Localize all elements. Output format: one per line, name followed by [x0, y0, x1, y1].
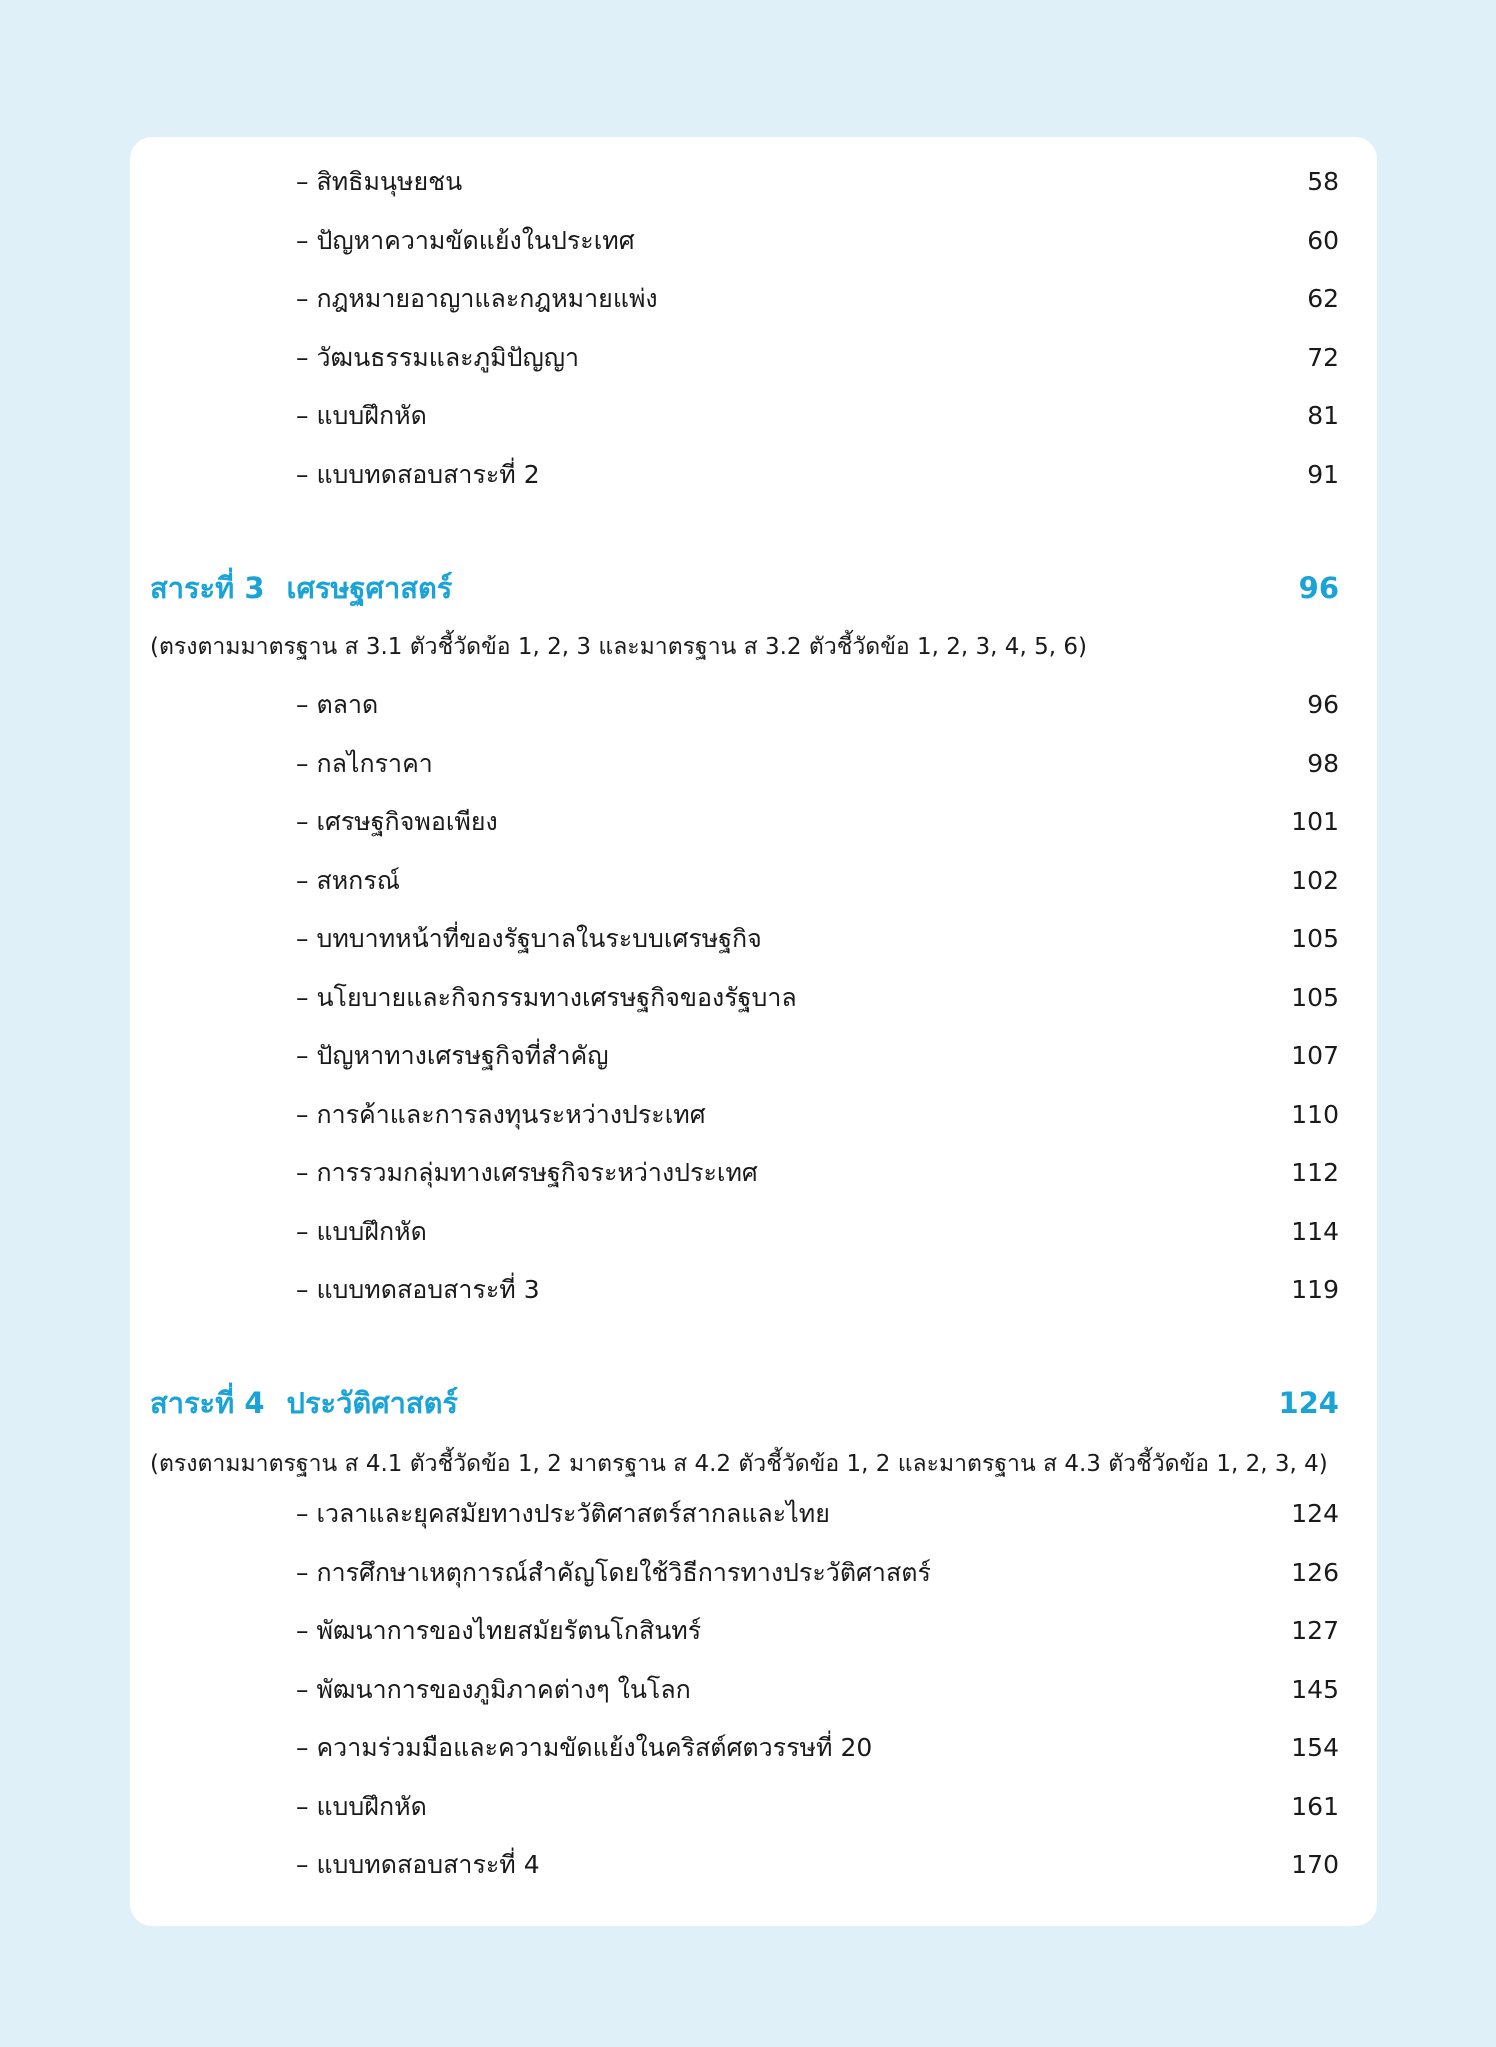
toc-entry-label: – นโยบายและกิจกรรมทางเศรษฐกิจของรัฐบาล — [296, 982, 797, 1012]
toc-card — [130, 137, 1377, 1926]
toc-entry-page: 154 — [1291, 1733, 1339, 1762]
toc-entry[interactable] — [296, 742, 1339, 786]
toc-entry-label: – เศรษฐกิจพอเพียง — [296, 807, 498, 836]
toc-entry-page: 105 — [1291, 982, 1339, 1012]
toc-entry-page: 105 — [1291, 924, 1339, 953]
toc-entry-label: – ปัญหาทางเศรษฐกิจที่สำคัญ — [296, 1041, 609, 1070]
toc-entry-label: – การรวมกลุ่มทางเศรษฐกิจระหว่างประเทศ — [296, 1158, 758, 1187]
toc-entry-page: 107 — [1291, 1041, 1339, 1070]
toc-entry[interactable] — [296, 277, 1339, 321]
toc-entry[interactable] — [296, 1668, 1339, 1712]
toc-entry-page: 124 — [1291, 1499, 1339, 1528]
toc-entry[interactable] — [296, 1726, 1339, 1770]
toc-entry-label: – แบบฝึกหัด — [296, 1791, 427, 1821]
toc-entry[interactable] — [296, 859, 1339, 903]
toc-entry-page: 145 — [1291, 1674, 1339, 1704]
toc-entry[interactable] — [296, 800, 1339, 844]
toc-entry-page: 101 — [1291, 807, 1339, 836]
table-of-contents — [130, 137, 1377, 1926]
toc-entry-page: 119 — [1291, 1275, 1339, 1304]
toc-entry-page: 98 — [1307, 748, 1339, 778]
section-title: เศรษฐศาสตร์ — [286, 571, 453, 605]
section-title: ประวัติศาสตร์ — [286, 1386, 459, 1420]
toc-entry-label: – กฎหมายอาญาและกฎหมายแพ่ง — [296, 284, 658, 313]
toc-entry-label: – ปัญหาความขัดแย้งในประเทศ — [296, 225, 635, 255]
toc-entry-label: – การศึกษาเหตุการณ์สำคัญโดยใช้วิธีการทางประวัติศาสตร์ — [296, 1557, 931, 1587]
toc-entry-page: 114 — [1291, 1216, 1339, 1246]
toc-entry-page: 58 — [1307, 167, 1339, 196]
toc-entry-label: – การค้าและการลงทุนระหว่างประเทศ — [296, 1099, 706, 1129]
toc-entry[interactable] — [296, 1551, 1339, 1595]
toc-entry-page: 102 — [1291, 865, 1339, 895]
section-heading-title — [150, 1380, 480, 1426]
standards-note: (ตรงตามมาตรฐาน ส 3.1 ตัวชี้วัดข้อ 1, 2, 3 และมาตรฐาน ส 3.2 ตัวชี้วัดข้อ 1, 2, 3, 4, 5, 6) — [150, 634, 1087, 660]
toc-entry-label: – ความร่วมมือและความขัดแย้งในคริสต์ศตวรรษที่ 20 — [296, 1733, 873, 1762]
toc-entry-page: 62 — [1307, 284, 1339, 313]
toc-entry[interactable] — [296, 336, 1339, 380]
standards-note: (ตรงตามมาตรฐาน ส 4.1 ตัวชี้วัดข้อ 1, 2 มาตรฐาน ส 4.2 ตัวชี้วัดข้อ 1, 2 และมาตรฐาน ส 4.3 ตัวชี้วัดข้อ 1, 2, 3, 4) — [150, 1451, 1328, 1477]
toc-entry-page: 91 — [1307, 459, 1339, 489]
toc-entry-label: – บทบาทหน้าที่ของรัฐบาลในระบบเศรษฐกิจ — [296, 924, 762, 953]
toc-entry-page: 96 — [1307, 690, 1339, 719]
toc-entry[interactable] — [296, 1268, 1339, 1312]
toc-entry-page: 60 — [1307, 225, 1339, 255]
section-number-label: สาระที่ 3 — [150, 571, 265, 605]
toc-entry-page: 112 — [1291, 1158, 1339, 1187]
toc-entry-label: – วัฒนธรรมและภูมิปัญญา — [296, 342, 580, 372]
toc-entry[interactable] — [296, 1210, 1339, 1254]
section-heading[interactable] — [150, 563, 1339, 613]
toc-entry[interactable] — [296, 1785, 1339, 1829]
toc-entry-page: 126 — [1291, 1557, 1339, 1587]
toc-entry[interactable] — [296, 1492, 1339, 1536]
section-page-number: 96 — [1298, 571, 1339, 605]
section-number-label: สาระที่ 4 — [150, 1386, 265, 1420]
toc-entry-page: 110 — [1291, 1099, 1339, 1129]
toc-entry[interactable] — [296, 917, 1339, 961]
toc-entry-label: – แบบทดสอบสาระที่ 2 — [296, 459, 540, 489]
toc-entry[interactable] — [296, 1093, 1339, 1137]
section-heading-title — [150, 565, 474, 611]
toc-entry[interactable] — [296, 1151, 1339, 1195]
toc-entry-page: 81 — [1307, 401, 1339, 430]
toc-entry-label: – แบบฝึกหัด — [296, 401, 427, 430]
toc-entry[interactable] — [296, 683, 1339, 727]
toc-entry[interactable] — [296, 1034, 1339, 1078]
toc-entry[interactable] — [296, 394, 1339, 438]
toc-entry-label: – พัฒนาการของไทยสมัยรัตนโกสินทร์ — [296, 1616, 702, 1645]
toc-entry[interactable] — [296, 1843, 1339, 1887]
section-page-number: 124 — [1278, 1386, 1339, 1420]
toc-entry[interactable] — [296, 453, 1339, 497]
toc-entry-label: – พัฒนาการของภูมิภาคต่างๆ ในโลก — [296, 1674, 691, 1704]
toc-entry-label: – สหกรณ์ — [296, 865, 400, 895]
toc-entry-page: 127 — [1291, 1616, 1339, 1645]
toc-entry-label: – แบบทดสอบสาระที่ 3 — [296, 1275, 540, 1304]
toc-entry-label: – แบบฝึกหัด — [296, 1216, 427, 1246]
toc-entry-page: 72 — [1307, 342, 1339, 372]
toc-entry-label: – แบบทดสอบสาระที่ 4 — [296, 1850, 540, 1879]
toc-entry[interactable] — [296, 1609, 1339, 1653]
toc-entry-label: – สิทธิมนุษยชน — [296, 167, 463, 196]
toc-entry[interactable] — [296, 976, 1339, 1020]
section-heading[interactable] — [150, 1378, 1339, 1428]
toc-entry[interactable] — [296, 219, 1339, 263]
toc-entry[interactable] — [296, 160, 1339, 204]
toc-entry-page: 161 — [1291, 1791, 1339, 1821]
toc-entry-label: – กลไกราคา — [296, 748, 433, 778]
toc-entry-label: – ตลาด — [296, 690, 379, 719]
toc-entry-label: – เวลาและยุคสมัยทางประวัติศาสตร์สากลและไทย — [296, 1499, 830, 1528]
toc-entry-page: 170 — [1291, 1850, 1339, 1879]
